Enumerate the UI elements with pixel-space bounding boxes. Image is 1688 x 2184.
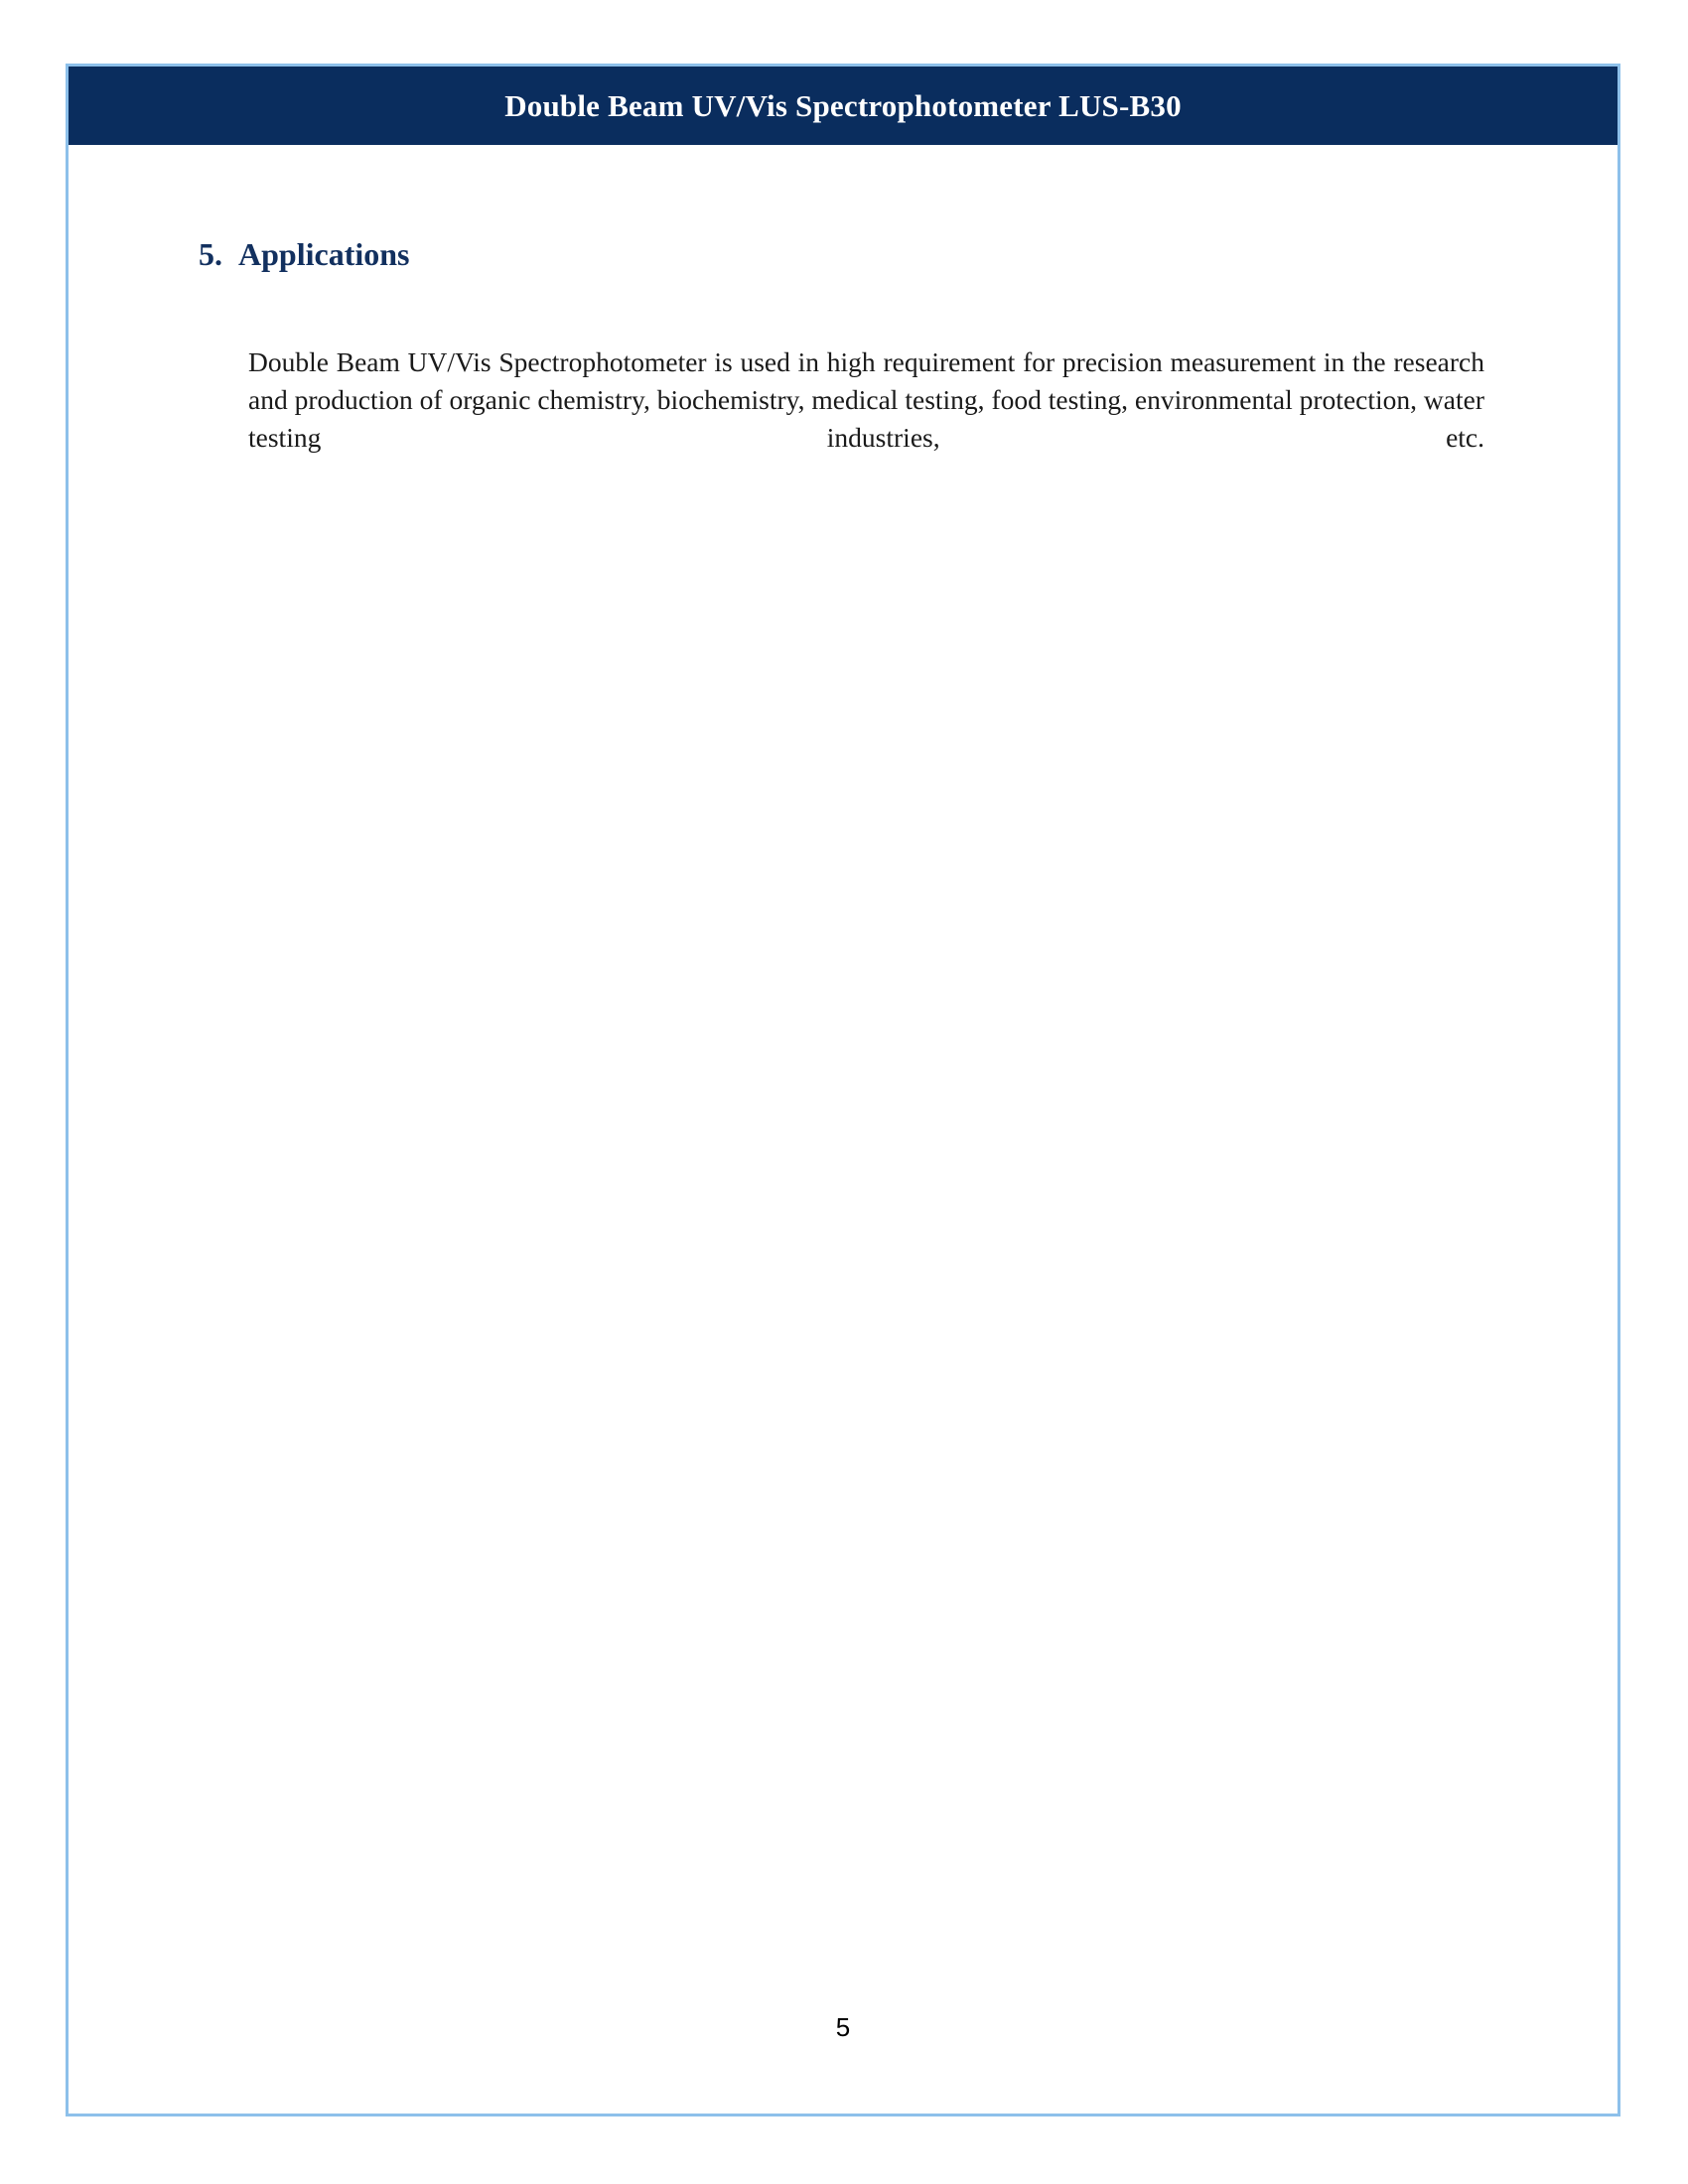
section-heading: [199, 237, 409, 272]
document-page: [66, 64, 1620, 2116]
page-number: 5: [835, 2012, 851, 2042]
page-header-banner: [69, 67, 1618, 145]
document-title: Double Beam UV/Vis Spectrophotometer LUS-B30: [504, 88, 1182, 123]
section-body-paragraph: Double Beam UV/Vis Spectrophotometer is used in high requirement for precision measurement in the research and production of organic chemistry, biochemistry, medical testing, food testing, environmental protection, water testing industries, etc.: [248, 345, 1484, 453]
section-title: Applications: [238, 236, 410, 272]
section-number: 5.: [199, 236, 222, 272]
